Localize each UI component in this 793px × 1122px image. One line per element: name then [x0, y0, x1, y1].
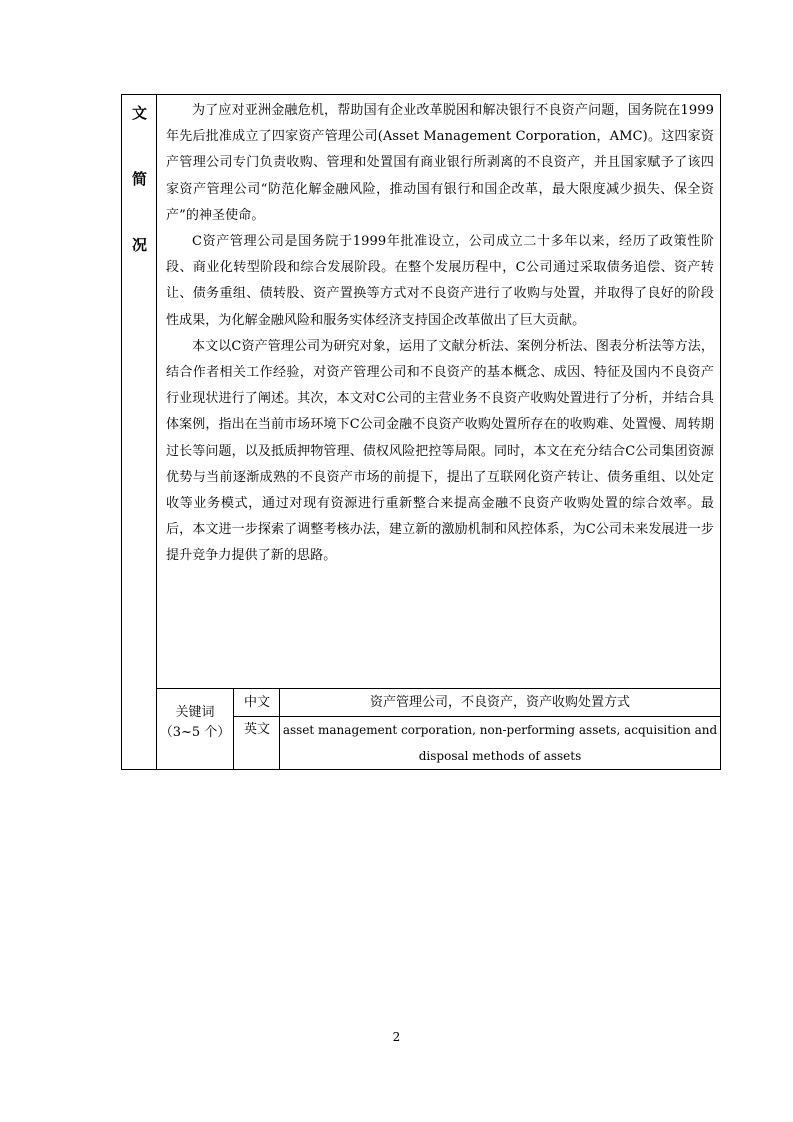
keywords-zh-value: 资产管理公司，不良资产，资产收购处置方式 [369, 695, 630, 710]
keywords-en-line1: asset management corporation, non-performing assets, acquisition and [282, 723, 718, 737]
abstract-paragraph: 为了应对亚洲金融危机，帮助国有企业改革脱困和解决银行不良资产问题，国务院在1999年先后批准成立了四家资产管理公司(Asset Management Corporation，AMC)。这四家资产管理公司专门负责收购、管理和处置国有商业银行所剥离的不良资产，并且国家赋予了该四家资产管理公司“防范化解金融风险，推动国有银行和国企改革，最大限度减少损失、保全资产”的神圣使命。 [166, 103, 714, 223]
abstract-paragraph: C资产管理公司是国务院于1999年批准设立，公司成立二十多年以来，经历了政策性阶段、商业化转型阶段和综合发展阶段。在整个发展历程中，C公司通过采取债务追偿、资产转让、债务重组、债转股、资产置换等方式对不良资产进行了收购与处置，并取得了良好的阶段性成果，为化解金融风险和服务实体经济支持国企改革做出了巨大贡献。 [166, 234, 714, 328]
abstract-paragraph: 本文以C资产管理公司为研究对象，运用了文献分析法、案例分析法、图表分析法等方法，结合作者相关工作经验，对资产管理公司和不良资产的基本概念、成因、特征及国内不良资产行业现状进行了阐述。其次，本文对C公司的主营业务不良资产收购处置进行了分析，并结合具体案例，指出在当前市场环境下C公司金融不良资产收购处置所存在的收购难、处置慢、周转期过长等问题，以及抵质押物管理、债权风险把控等局限。同时，本文在充分结合C公司集团资源优势与当前逐渐成熟的不良资产市场的前提下，提出了互联网化资产转让、债务重组、以处定收等业务模式，通过对现有资源进行重新整合来提高金融不良资产收购处置的综合效率。最后，本文进一步探索了调整考核办法，建立新的激励机制和风控体系，为C公司未来发展进一步提升竞争力提供了新的思路。 [166, 338, 714, 564]
side-label-column [122, 95, 157, 293]
page-number: 2 [392, 1030, 401, 1044]
keywords-en-value [280, 717, 720, 769]
keywords-en-label: 英文 [243, 722, 270, 737]
keywords-top-border [156, 688, 720, 689]
keywords-label [157, 693, 233, 769]
side-label-char: 简 [131, 170, 147, 188]
side-label-char: 文 [131, 104, 147, 122]
abstract-body [166, 98, 714, 570]
keywords-zh-label: 中文 [243, 695, 270, 710]
keywords-en-line2: disposal methods of assets [418, 749, 582, 763]
keywords-label-line1: 关键词 [175, 705, 215, 720]
side-label-char: 况 [131, 236, 147, 254]
abstract-table [121, 94, 721, 770]
keywords-label-line2: （3~5 个） [159, 725, 231, 740]
